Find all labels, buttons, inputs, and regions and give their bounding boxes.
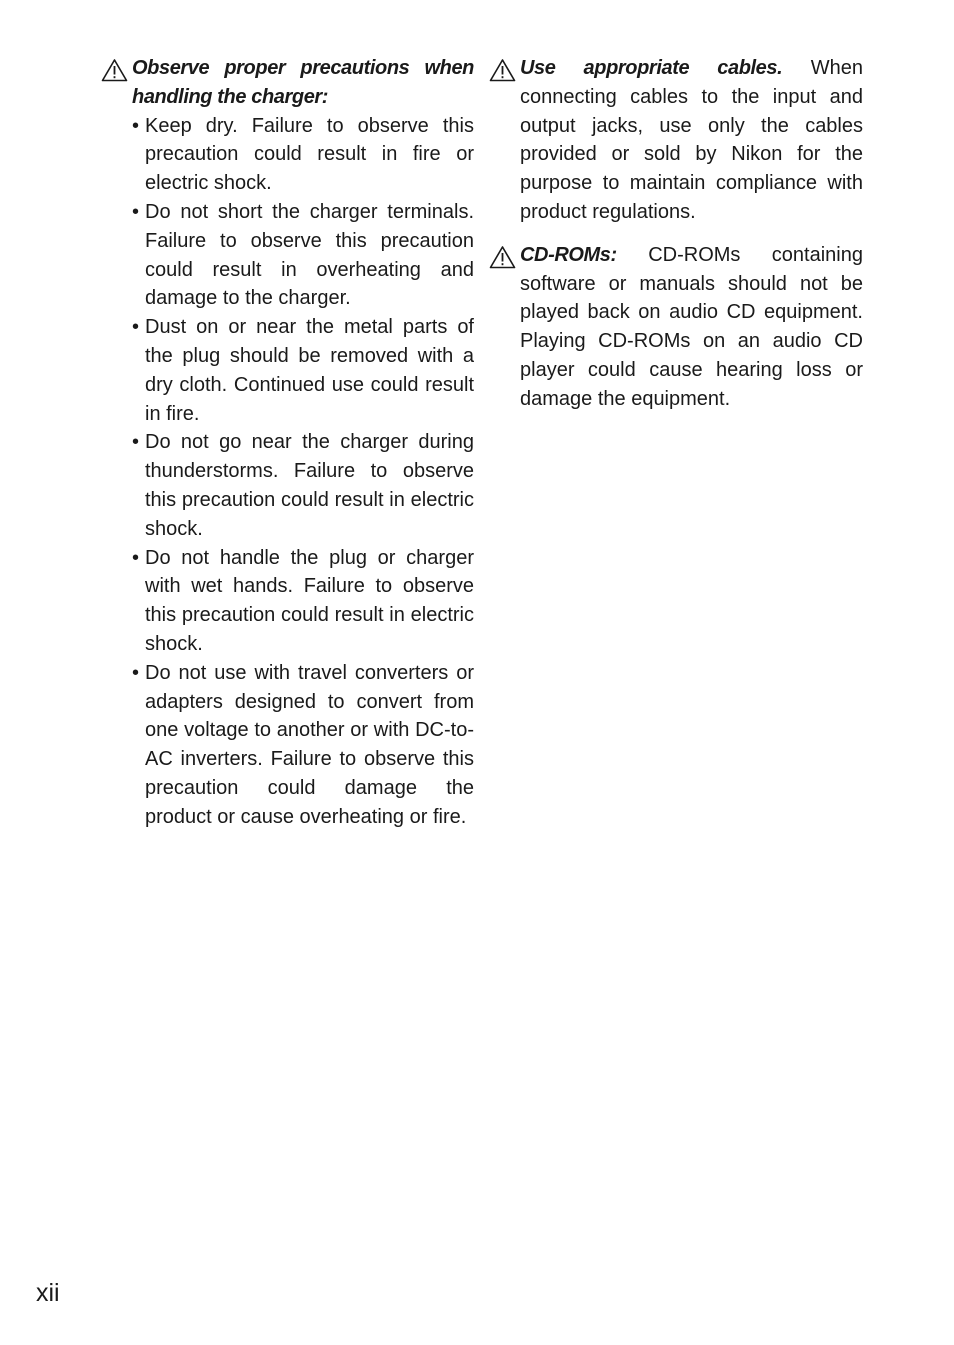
list-item [132, 313, 474, 428]
list-item-text: Do not go near the charger during thunderstorms. Failure to observe this precaution could result in electric shock. [145, 431, 474, 540]
precaution-list [132, 112, 474, 832]
warning-title: Use appropriate cables. [520, 57, 783, 79]
warning-title: Observe proper precautions when handling the charger: [132, 57, 474, 108]
warning-body: When connecting cables to the input and output jacks, use only the cables provided or sold by Nikon for the purpose to maintain compliance with product regulations. [520, 57, 863, 223]
list-item-text: Do not short the charger terminals. Failure to observe this precaution could result in overheating and damage to the charger. [145, 200, 474, 310]
list-item-text: Dust on or near the metal parts of the plug should be removed with a dry cloth. Continued use could result in fire. [145, 316, 474, 425]
cd-roms-warning [489, 241, 863, 414]
list-item-text: Do not use with travel converters or adapters designed to convert from one voltage to another or with DC-to-AC inverters. Failure to observe this precaution could damage the product or cause overheating or fire. [145, 661, 474, 828]
list-item [132, 112, 474, 198]
bullet-mark: • [132, 316, 140, 339]
warning-body: CD-ROMs containing software or manuals should not be played back on audio CD equipment. Playing CD-ROMs on an audio CD player could cause hearing loss or damage the equipment. [520, 243, 863, 410]
list-item-text: Keep dry. Failure to observe this precaution could result in fire or electric shock. [145, 114, 474, 195]
bullet-mark: • [132, 114, 140, 137]
warning-triangle-icon [101, 58, 128, 82]
bullet-mark: • [132, 200, 140, 223]
list-item [132, 544, 474, 659]
warning-paragraph [520, 241, 863, 414]
list-item [132, 659, 474, 832]
left-column [101, 54, 474, 846]
right-column [489, 54, 863, 428]
warning-title: CD-ROMs: [520, 243, 617, 266]
charger-precautions-warning [101, 54, 474, 832]
page-number: xii [36, 1279, 60, 1307]
list-item-text: Do not handle the plug or charger with wet hands. Failure to observe this precaution could result in electric shock. [145, 546, 474, 655]
warning-triangle-icon [489, 58, 516, 82]
cables-warning [489, 54, 863, 227]
warning-triangle-icon [489, 245, 516, 269]
bullet-mark: • [132, 546, 140, 569]
list-item [132, 198, 474, 313]
list-item [132, 428, 474, 543]
warning-paragraph [520, 54, 863, 227]
bullet-mark: • [132, 431, 140, 454]
bullet-mark: • [132, 661, 140, 684]
